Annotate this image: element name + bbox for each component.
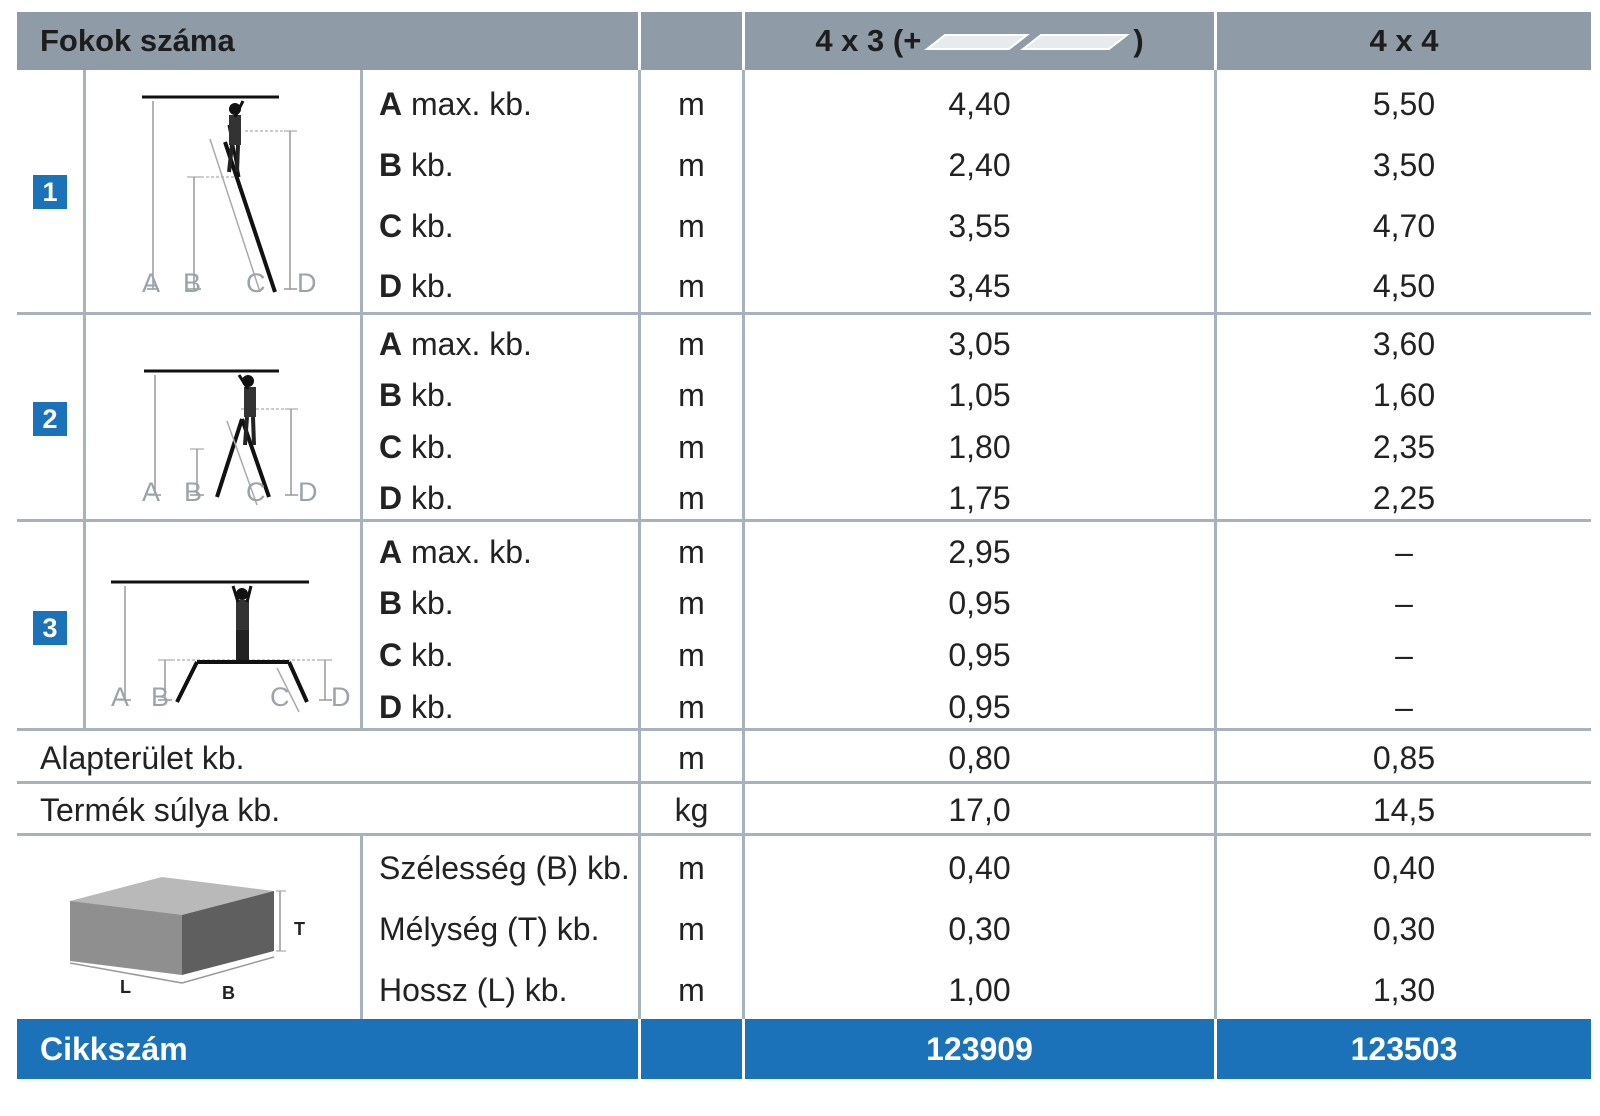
package-depth-v1: 0,30 <box>948 910 1011 947</box>
position-2-letter-d: D <box>298 477 318 507</box>
position-1-row-c-label <box>379 206 454 246</box>
position-3-letter-d: D <box>331 682 351 712</box>
position-1-row-b-label <box>379 145 454 185</box>
area-v2: 0,85 <box>1372 739 1436 776</box>
position-3-row-c-key: C <box>379 636 403 673</box>
position-3-row-c-label <box>379 635 454 675</box>
position-2-row-d-v1: 1,75 <box>948 479 1011 516</box>
position-3-row-b-unit: m <box>678 584 705 621</box>
package-letter-l: L <box>120 977 131 997</box>
position-3-row-d-rest: kb. <box>411 688 454 725</box>
position-3-row-b-key: B <box>379 584 403 621</box>
position-1-row-a-unit: m <box>678 85 705 122</box>
position-2-row-d-rest: kb. <box>411 479 454 516</box>
position-2-diagram <box>117 337 357 517</box>
position-3-row-d-label <box>379 687 454 727</box>
package-depth-label: Mélység (T) kb. <box>379 910 600 947</box>
position-3-diagram <box>93 542 353 722</box>
position-2-row-c-v1: 1,80 <box>948 428 1011 465</box>
header-col-4x3-suffix: ) <box>1133 23 1144 58</box>
area-v1: 0,80 <box>948 739 1011 776</box>
header-col-4x3 <box>745 12 1214 70</box>
weight-v2: 14,5 <box>1372 791 1436 828</box>
position-2-letter-b: B <box>184 477 203 507</box>
position-2-letter-a: A <box>142 477 161 507</box>
position-2-row-a-unit: m <box>678 325 705 362</box>
table-header <box>17 12 1591 70</box>
position-2-letter-c: C <box>246 477 266 507</box>
position-2-row-a-v1: 3,05 <box>948 325 1011 362</box>
position-1-row-a-key: A <box>379 85 403 122</box>
position-1-letter-d: D <box>297 268 317 298</box>
package-depth-v2: 0,30 <box>1372 910 1436 947</box>
position-1-row-d-key: D <box>379 267 403 304</box>
position-2-row-b-rest: kb. <box>411 376 454 413</box>
position-1-letter-b: B <box>183 268 202 298</box>
table-footer <box>17 1019 1591 1079</box>
position-1-row-a-v1: 4,40 <box>948 85 1011 122</box>
position-2-row-b-v1: 1,05 <box>948 376 1011 413</box>
position-2-row-d-v2: 2,25 <box>1372 479 1436 516</box>
footer-cikkszam-v2: 123503 <box>1350 1030 1458 1067</box>
position-3-letter-a: A <box>111 682 130 712</box>
position-2-row-c-key: C <box>379 428 403 465</box>
position-2-row-c-rest: kb. <box>411 428 454 465</box>
position-3-row-a-key: A <box>379 533 403 570</box>
header-col-4x3-prefix: 4 x 3 (+ <box>815 23 922 58</box>
position-1-letter-c: C <box>246 268 266 298</box>
position-3-letter-b: B <box>151 682 170 712</box>
position-3-row-b-v1: 0,95 <box>948 584 1011 621</box>
position-2-row-a-label <box>379 324 532 364</box>
position-2-row-b-unit: m <box>678 376 705 413</box>
position-3-row-a-label <box>379 532 532 572</box>
position-1-row-d-v1: 3,45 <box>948 267 1011 304</box>
position-1-badge: 1 <box>33 175 67 209</box>
position-2-row-b-label <box>379 375 454 415</box>
position-1-row-d-v2: 4,50 <box>1372 267 1436 304</box>
position-1-row-c-unit: m <box>678 207 705 244</box>
position-1-row-a-v2: 5,50 <box>1372 85 1436 122</box>
package-letter-t: T <box>294 919 305 939</box>
position-3-row-d-v1: 0,95 <box>948 688 1011 725</box>
position-3-row-a-unit: m <box>678 533 705 570</box>
position-3-badge: 3 <box>33 611 67 645</box>
position-1-letter-a: A <box>142 268 161 298</box>
position-1-row-b-v1: 2,40 <box>948 146 1011 183</box>
position-3-row-a-v1: 2,95 <box>948 533 1011 570</box>
weight-unit: kg <box>674 791 709 828</box>
area-unit: m <box>678 739 705 776</box>
position-2-row-c-unit: m <box>678 428 705 465</box>
position-1-row-a-rest: max. kb. <box>411 85 532 122</box>
position-3-row-b-rest: kb. <box>411 584 454 621</box>
position-1-row-d-unit: m <box>678 267 705 304</box>
position-1-row-c-rest: kb. <box>411 207 454 244</box>
header-fokok-szama: Fokok száma <box>40 23 235 58</box>
position-1-row-b-unit: m <box>678 146 705 183</box>
position-3-row-b-v2: – <box>1395 584 1413 621</box>
package-length-v2: 1,30 <box>1372 971 1436 1008</box>
position-1-row-d-rest: kb. <box>411 267 454 304</box>
footer-cikkszam-v1: 123909 <box>926 1030 1033 1067</box>
package-width-unit: m <box>678 849 705 886</box>
position-3-row-d-v2: – <box>1395 688 1413 725</box>
position-3-row-b-label <box>379 583 454 623</box>
package-width-label: Szélesség (B) kb. <box>379 849 630 886</box>
position-3-row-a-v2: – <box>1395 533 1413 570</box>
package-letter-b: B <box>222 983 235 1003</box>
position-1-row-d-label <box>379 266 454 306</box>
position-1-row-c-v2: 4,70 <box>1372 207 1436 244</box>
position-1-row-a-label <box>379 84 532 124</box>
position-3-row-c-v1: 0,95 <box>948 636 1011 673</box>
position-3-row-c-unit: m <box>678 636 705 673</box>
position-3-row-c-v2: – <box>1395 636 1413 673</box>
platform-boards-icon <box>923 29 1131 53</box>
position-3-row-d-unit: m <box>678 688 705 725</box>
footer-cikkszam-label: Cikkszám <box>40 1030 188 1067</box>
position-2-row-c-label <box>379 427 454 467</box>
header-col-4x4: 4 x 4 <box>1369 23 1439 58</box>
ladder-spec-table <box>17 12 1591 1104</box>
package-length-label: Hossz (L) kb. <box>379 971 568 1008</box>
position-2-row-d-key: D <box>379 479 403 516</box>
package-width-v2: 0,40 <box>1372 849 1436 886</box>
position-1-row-b-rest: kb. <box>411 146 454 183</box>
position-2-row-c-v2: 2,35 <box>1372 428 1436 465</box>
position-1-row-b-key: B <box>379 146 403 183</box>
package-box-diagram <box>62 857 342 1007</box>
position-3-row-c-rest: kb. <box>411 636 454 673</box>
position-1-row-c-key: C <box>379 207 403 244</box>
weight-v1: 17,0 <box>948 791 1011 828</box>
position-2-row-d-unit: m <box>678 479 705 516</box>
position-2-row-a-rest: max. kb. <box>411 325 532 362</box>
package-length-unit: m <box>678 971 705 1008</box>
position-3-letter-c: C <box>270 682 290 712</box>
position-2-row-a-key: A <box>379 325 403 362</box>
position-3-row-a-rest: max. kb. <box>411 533 532 570</box>
position-3-row-d-key: D <box>379 688 403 725</box>
position-2-row-b-v2: 1,60 <box>1372 376 1436 413</box>
position-2-badge: 2 <box>33 402 67 436</box>
position-1-row-b-v2: 3,50 <box>1372 146 1436 183</box>
position-2-row-a-v2: 3,60 <box>1372 325 1436 362</box>
package-width-v1: 0,40 <box>948 849 1011 886</box>
position-1-diagram <box>117 87 357 317</box>
position-1-row-c-v1: 3,55 <box>948 207 1011 244</box>
position-2-row-b-key: B <box>379 376 403 413</box>
area-label: Alapterület kb. <box>40 739 245 776</box>
package-depth-unit: m <box>678 910 705 947</box>
package-length-v1: 1,00 <box>948 971 1011 1008</box>
position-2-row-d-label <box>379 478 454 518</box>
weight-label: Termék súlya kb. <box>40 791 281 828</box>
